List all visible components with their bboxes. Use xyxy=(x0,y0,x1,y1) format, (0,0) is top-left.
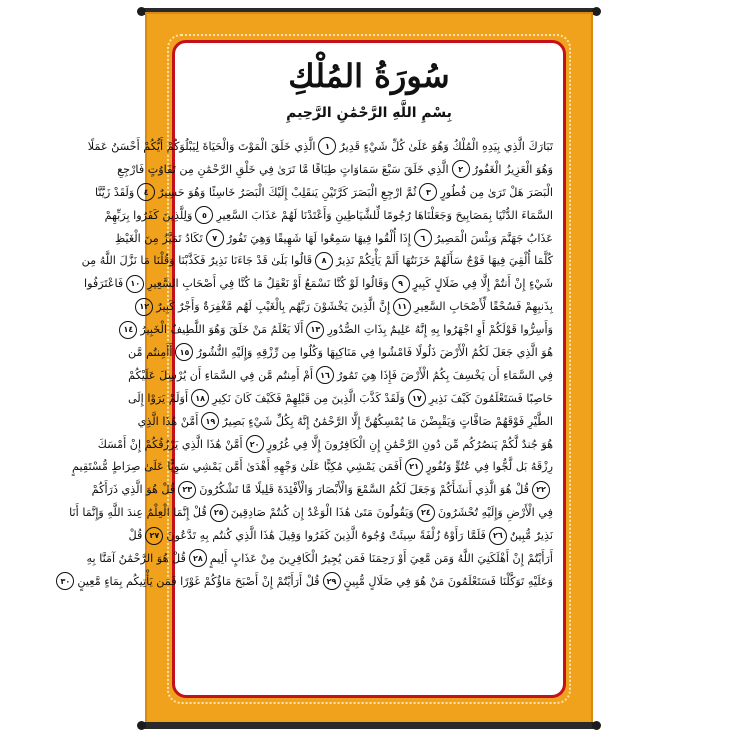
verse-number-marker: ١٥ xyxy=(175,343,193,361)
basmala: بِسْمِ اللَّهِ الرَّحْمَٰنِ الرَّحِيمِ xyxy=(286,105,452,121)
verse-number-marker: ١١ xyxy=(393,298,411,316)
verse-line xyxy=(84,272,553,295)
verse-text: بِذَنبِهِمْ فَسُحْقًا لِّأَصْحَابِ السَّعِيرِ xyxy=(414,300,553,314)
verse-line xyxy=(81,249,553,272)
verse-text: ثُمَّ ارْجِعِ الْبَصَرَ كَرَّتَيْنِ يَنقَلِبْ إِلَيْكَ الْبَصَرُ خَاسِئًا وَهُوَ حَسِيرٌ xyxy=(158,185,417,199)
verse-text: رِزْقَهُ بَل لَّجُّوا فِي عُتُوٍّ وَنُفُورٍ xyxy=(426,460,553,474)
verse-text: عَذَابُ جَهَنَّمَ وَبِئْسَ الْمَصِيرُ xyxy=(434,231,553,245)
verse-text: فَاعْتَرَفُوا xyxy=(84,277,124,291)
verse-number-marker: ٣٠ xyxy=(56,572,74,590)
verse-text: إِنَّ الَّذِينَ يَخْشَوْنَ رَبَّهُم بِالْغَيْبِ لَهُم مَّغْفِرَةٌ وَأَجْرٌ كَبِيرٌ xyxy=(156,300,391,314)
verse-number-marker: ١٧ xyxy=(408,389,426,407)
verse-text: قُلْ هُوَ الَّذِي ذَرَأَكُمْ xyxy=(91,483,176,497)
verse-number-marker: ٢٠ xyxy=(246,435,264,453)
verse-line xyxy=(128,364,553,387)
verse-text: فِي السَّمَاءِ أَن يَخْسِفَ بِكُمُ الْأَرْضَ فَإِذَا هِيَ تَمُورُ xyxy=(337,368,553,382)
verse-number-marker: ٢٤ xyxy=(417,504,435,522)
verse-number-marker: ٥ xyxy=(195,206,213,224)
verse-text: وَعَلَيْهِ تَوَكَّلْنَا فَسَتَعْلَمُونَ مَنْ هُوَ فِي ضَلَالٍ مُّبِينٍ xyxy=(343,574,553,588)
text-panel xyxy=(60,40,566,698)
verse-text: هُوَ الَّذِي جَعَلَ لَكُمُ الْأَرْضَ ذَلُولًا فَامْشُوا فِي مَنَاكِبِهَا وَكُلُوا مِن رِّزْقِهِ وَإِلَيْهِ النُّشُورُ xyxy=(196,345,553,359)
verse-line xyxy=(127,387,553,410)
bottom-left-rod-end xyxy=(137,721,146,730)
verse-text: قَالُوا بَلَىٰ قَدْ جَاءَنَا نَذِيرٌ فَكَذَّبْنَا وَقُلْنَا مَا نَزَّلَ اللَّهُ مِن xyxy=(81,254,313,268)
verse-text: قُلْ إِنَّمَا الْعِلْمُ عِندَ اللَّهِ وَإِنَّمَا أَنَا xyxy=(69,506,207,520)
verse-text: حَاصِبًا فَسَتَعْلَمُونَ كَيْفَ نَذِيرِ xyxy=(428,391,553,405)
verse-line xyxy=(137,410,553,433)
verse-line xyxy=(95,181,553,204)
verse-number-marker: ٢٩ xyxy=(323,572,341,590)
verse-text: أَفَمَن يَمْشِي مُكِبًّا عَلَىٰ وَجْهِهِ أَهْدَىٰ أَمَّن يَمْشِي سَوِيًّا عَلَىٰ صِرَاطٍ مُّسْتَقِيمٍ xyxy=(72,460,403,474)
verse-text: وَلَقَدْ زَيَّنَّا xyxy=(95,185,135,199)
verse-text: أَلَا يَعْلَمُ مَنْ خَلَقَ وَهُوَ اللَّطِيفُ الْخَبِيرُ xyxy=(140,323,304,337)
verse-number-marker: ١٦ xyxy=(316,366,334,384)
verse-text: شَيْءٍ إِنْ أَنتُمْ إِلَّا فِي ضَلَالٍ كَبِيرٍ xyxy=(412,277,553,291)
verse-text: قُلْ هُوَ الَّذِي أَنشَأَكُمْ وَجَعَلَ لَكُمُ السَّمْعَ وَالْأَبْصَارَ وَالْأَفْئِدَةَ قَلِيلًا مَّا تَشْكُرُونَ xyxy=(199,483,529,497)
verse-line xyxy=(60,570,553,593)
verse-line xyxy=(97,433,553,456)
verse-text: تَبَارَكَ الَّذِي بِيَدِهِ الْمُلْكُ وَهُوَ عَلَىٰ كُلِّ شَيْءٍ قَدِيرٌ xyxy=(339,139,553,153)
verse-line xyxy=(104,204,553,227)
verse-number-marker: ١٩ xyxy=(201,412,219,430)
verse-line xyxy=(123,318,553,341)
verse-text: فَلَمَّا رَأَوْهُ زُلْفَةً سِيئَتْ وُجُوهُ الَّذِينَ كَفَرُوا وَقِيلَ هَٰذَا الَّذِي كُنتُم بِهِ تَدَّعُونَ xyxy=(166,529,486,543)
verse-number-marker: ١ xyxy=(318,137,336,155)
verse-text: قُلْ هُوَ الرَّحْمَٰنُ آمَنَّا بِهِ xyxy=(86,551,186,565)
verse-text: أَمَّنْ هَٰذَا الَّذِي xyxy=(137,414,199,428)
verse-text: وَيَقُولُونَ مَتَىٰ هَٰذَا الْوَعْدُ إِن كُنتُمْ صَادِقِينَ xyxy=(230,506,414,520)
verse-text: وَقَالُوا لَوْ كُنَّا نَسْمَعُ أَوْ نَعْقِلُ مَا كُنَّا فِي أَصْحَابِ السَّعِيرِ xyxy=(147,277,389,291)
verse-text: الَّذِي خَلَقَ سَبْعَ سَمَاوَاتٍ طِبَاقًا مَّا تَرَىٰ فِي خَلْقِ الرَّحْمَٰنِ مِن تَفَاوُتٍ فَارْجِعِ xyxy=(117,162,449,176)
verse-number-marker: ٢٣ xyxy=(178,481,196,499)
verse-number-marker: ٤ xyxy=(137,183,155,201)
verse-text: إِذَا أُلْقُوا فِيهَا سَمِعُوا لَهَا شَهِيقًا وَهِيَ تَفُورُ xyxy=(226,231,411,245)
verse-number-marker: ١٢ xyxy=(135,298,153,316)
verse-number-marker: ٣ xyxy=(419,183,437,201)
verse-number-marker: ١٤ xyxy=(119,321,137,339)
verse-line xyxy=(69,501,553,524)
verse-number-marker: ١٣ xyxy=(306,321,324,339)
verse-number-marker: ٢٢ xyxy=(532,481,550,499)
verse-number-marker: ٢٨ xyxy=(189,549,207,567)
bottom-hanging-rod xyxy=(138,722,600,729)
verse-text: الْبَصَرَ هَلْ تَرَىٰ مِن فُطُورٍ xyxy=(440,185,553,199)
verse-text: أَمَّنْ هَٰذَا الَّذِي يَرْزُقُكُمْ إِنْ أَمْسَكَ xyxy=(97,437,243,451)
verse-line xyxy=(114,227,553,250)
verse-text: وَلَقَدْ كَذَّبَ الَّذِينَ مِن قَبْلِهِمْ فَكَيْفَ كَانَ نَكِيرِ xyxy=(212,391,405,405)
verse-number-marker: ٢٦ xyxy=(489,527,507,545)
verse-text: كُلَّمَا أُلْقِيَ فِيهَا فَوْجٌ سَأَلَهُمْ خَزَنَتُهَا أَلَمْ يَأْتِكُمْ نَذِيرٌ xyxy=(336,254,553,268)
verse-number-marker: ٢ xyxy=(452,160,470,178)
verse-text: وَأَسِرُّوا قَوْلَكُمْ أَوِ اجْهَرُوا بِهِ إِنَّهُ عَلِيمٌ بِذَاتِ الصُّدُورِ xyxy=(327,323,553,337)
verse-line xyxy=(87,135,553,158)
verse-line xyxy=(139,295,553,318)
verse-text: السَّمَاءَ الدُّنْيَا بِمَصَابِيحَ وَجَعَلْنَاهَا رُجُومًا لِّلشَّيَاطِينِ وَأَعْتَدْنَا لَهُمْ عَذَابَ السَّعِيرِ xyxy=(216,208,553,222)
verse-number-marker: ٢١ xyxy=(405,458,423,476)
verse-number-marker: ٧ xyxy=(206,229,224,247)
verse-text: وَهُوَ الْعَزِيزُ الْغَفُورُ xyxy=(472,162,553,176)
verse-number-marker: ٢٥ xyxy=(210,504,228,522)
wall-scroll xyxy=(60,12,593,724)
verse-number-marker: ٨ xyxy=(315,252,333,270)
verse-text: وَلِلَّذِينَ كَفَرُوا بِرَبِّهِمْ xyxy=(104,208,193,222)
verse-number-marker: ١٨ xyxy=(191,389,209,407)
verse-text: قُلْ xyxy=(128,529,143,543)
verse-text: أَوَلَمْ يَرَوْا إِلَى xyxy=(127,391,189,405)
verse-number-marker: ٦ xyxy=(414,229,432,247)
verses-block xyxy=(60,135,553,691)
verse-text: هُوَ جُندٌ لَّكُمْ يَنصُرُكُم مِّن دُونِ الرَّحْمَٰنِ إِنِ الْكَافِرُونَ إِلَّا فِي غُرُورٍ xyxy=(266,437,553,451)
verse-line xyxy=(128,524,553,547)
verse-text: أَأَمِنتُم مَّن xyxy=(128,345,173,359)
verse-line xyxy=(86,547,553,570)
top-right-rod-end xyxy=(592,7,601,16)
verse-text: الطَّيْرِ فَوْقَهُمْ صَافَّاتٍ وَيَقْبِضْنَ مَا يُمْسِكُهُنَّ إِلَّا الرَّحْمَٰنُ إِنَّهُ بِكُلِّ شَيْءٍ بَصِيرٌ xyxy=(222,414,553,428)
verse-text: أَرَأَيْتُمْ إِنْ أَهْلَكَنِيَ اللَّهُ وَمَن مَّعِيَ أَوْ رَحِمَنَا فَمَن يُجِيرُ الْكَافِرِينَ مِنْ عَذَابٍ أَلِيمٍ xyxy=(209,551,553,565)
verse-text: أَمْ أَمِنتُم مَّن فِي السَّمَاءِ أَن يُرْسِلَ عَلَيْكُمْ xyxy=(128,368,314,382)
verse-number-marker: ٢٧ xyxy=(145,527,163,545)
verse-number-marker: ١٠ xyxy=(126,275,144,293)
verse-text: فِي الْأَرْضِ وَإِلَيْهِ تُحْشَرُونَ xyxy=(437,506,553,520)
verse-line xyxy=(117,158,553,181)
verse-line xyxy=(72,455,553,478)
verse-text: تَكَادُ تَمَيَّزُ مِنَ الْغَيْظِ xyxy=(114,231,203,245)
verse-number-marker: ٩ xyxy=(392,275,410,293)
bottom-right-rod-end xyxy=(592,721,601,730)
verse-text: نَذِيرٌ مُّبِينٌ xyxy=(509,529,553,543)
verse-line xyxy=(91,478,553,501)
verse-text: الَّذِي خَلَقَ الْمَوْتَ وَالْحَيَاةَ لِيَبْلُوَكُمْ أَيُّكُمْ أَحْسَنُ عَمَلًا xyxy=(87,139,316,153)
surah-title: سُورَةُ المُلْكِ xyxy=(288,57,450,95)
verse-text: قُلْ أَرَأَيْتُمْ إِنْ أَصْبَحَ مَاؤُكُمْ غَوْرًا فَمَن يَأْتِيكُم بِمَاءٍ مَّعِينٍ xyxy=(77,574,320,588)
verse-line xyxy=(128,341,553,364)
